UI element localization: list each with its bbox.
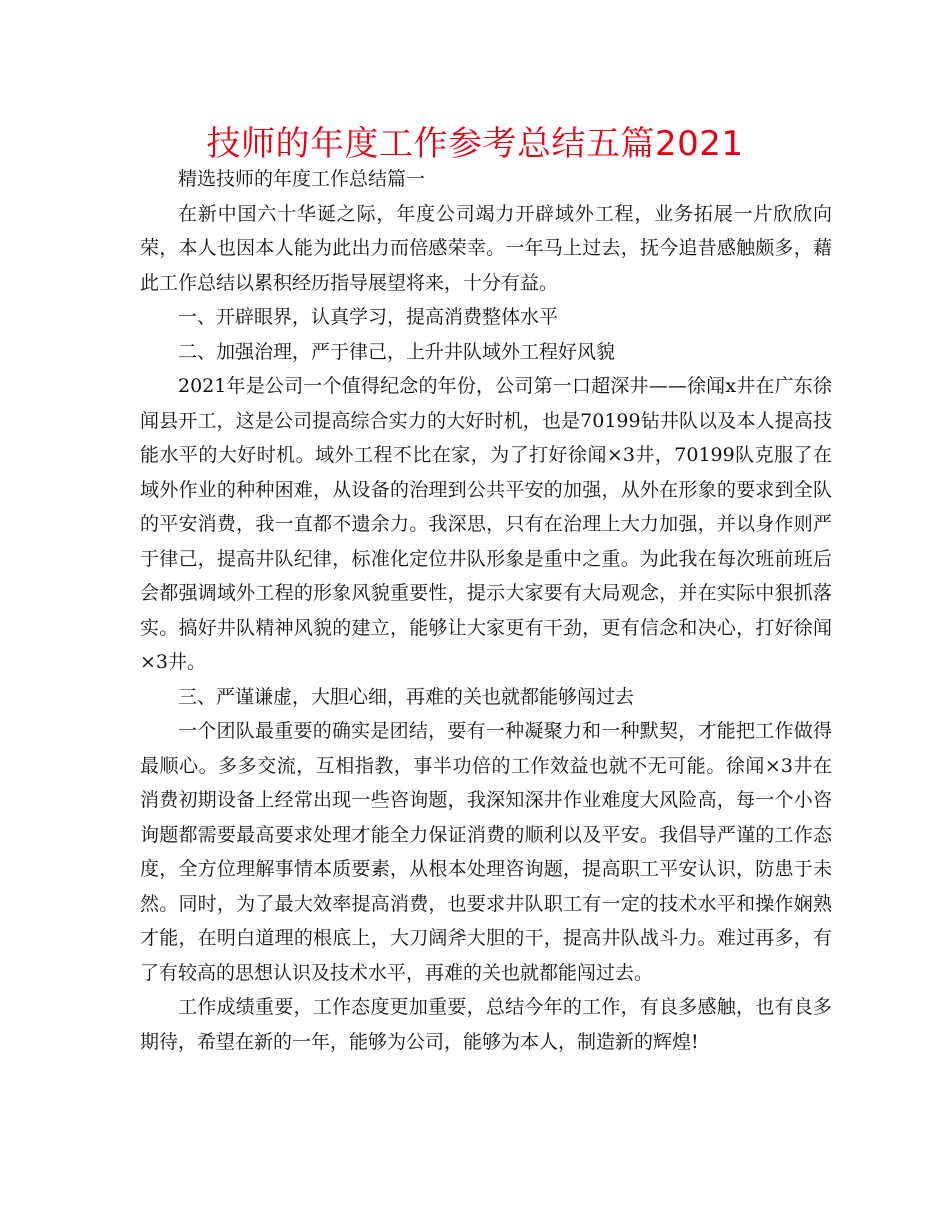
- body-paragraph: 工作成绩重要，工作态度更加重要，总结今年的工作，有良多感触，也有良多期待，希望在新的一年，能够为公司，能够为本人，制造新的辉煌!: [140, 996, 832, 1053]
- body-paragraph: 一个团队最重要的确实是团结，要有一种凝聚力和一种默契，才能把工作做得最顺心。多多交流，互相指教，事半功倍的工作效益也就不无可能。徐闻×3井在消费初期设备上经常出现一些咨询题，我深知深井作业难度大风险高，每一个小咨询题都需要最高要求处理才能全力保证消费的顺利以及平安。我倡导严谨的工作态度，全方位理解事情本质要素，从根本处理咨询题，提高职工平安认识，防患于未然。同时，为了最大效率提高消费，也要求井队职工有一定的技术水平和操作娴熟才能，在明白道理的根底上，大刀阔斧大胆的干，提高井队战斗力。难过再多，有了有较高的思想认识及技术水平，再难的关也就都能闯过去。: [140, 720, 832, 984]
- document-body: [140, 162, 832, 1059]
- document-title: 技师的年度工作参考总结五篇2021: [206, 124, 744, 164]
- section-heading: 一、开辟眼界，认真学习，提高消费整体水平: [178, 306, 559, 328]
- section-heading: 二、加强治理，严于律己，上升井队域外工程好风貌: [178, 340, 616, 363]
- section-heading: 精选技师的年度工作总结篇一: [178, 168, 426, 190]
- body-paragraph: 在新中国六十华诞之际，年度公司竭力开辟域外工程，业务拓展一片欣欣向荣，本人也因本人能为此出力而倍感荣幸。一年马上过去，抚今追昔感触颇多，藉此工作总结以累积经历指导展望将来，十分有益。: [140, 202, 832, 294]
- section-heading: 三、严谨谦虚，大胆心细，再难的关也就都能够闯过去: [178, 685, 635, 708]
- body-paragraph: 2021年是公司一个值得纪念的年份，公司第一口超深井——徐闻x井在广东徐闻县开工，这是公司提高综合实力的大好时机，也是70199钻井队以及本人提高技能水平的大好时机。域外工程不比在家，为了打好徐闻×3井，70199队克服了在域外作业的种种困难，从设备的治理到公共平安的加强，从外在形象的要求到全队的平安消费，我一直都不遗余力。我深思，只有在治理上大力加强，并以身作则严于律己，提高井队纪律，标准化定位井队形象是重中之重。为此我在每次班前班后会都强调域外工程的形象风貌重要性，提示大家要有大局观念，并在实际中狠抓落实。搞好井队精神风貌的建立，能够让大家更有干劲，更有信念和决心，打好徐闻×3井。: [140, 375, 832, 673]
